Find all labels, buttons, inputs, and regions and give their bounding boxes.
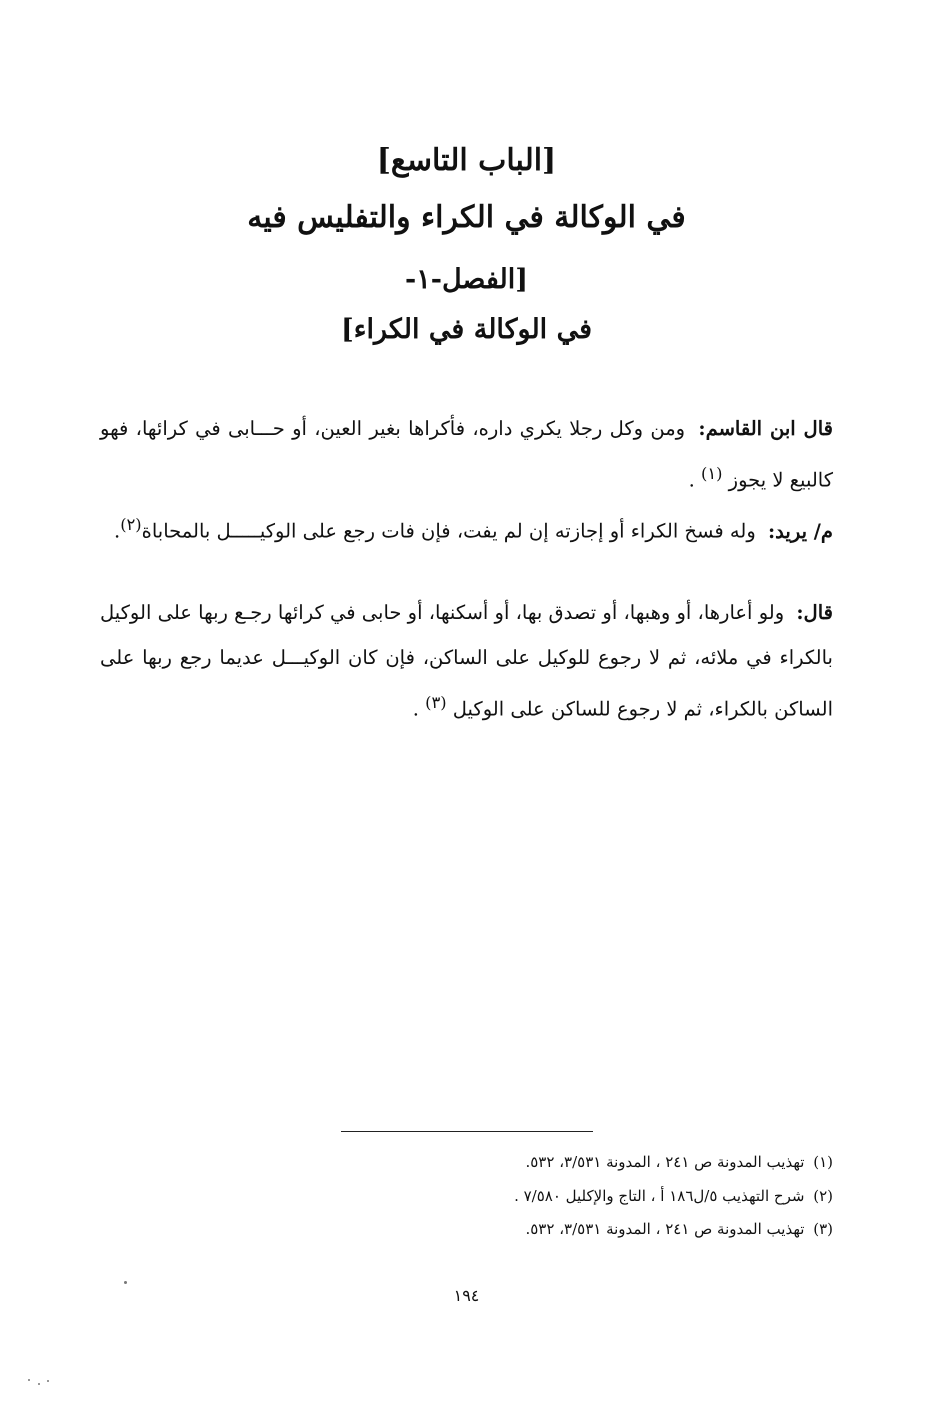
footnote-3 xyxy=(100,1219,833,1239)
footnote-2-number: (٢) xyxy=(813,1187,833,1205)
scan-speck xyxy=(38,1383,40,1385)
page-number: ١٩٤ xyxy=(453,1286,480,1305)
paragraph-3-end: . xyxy=(412,697,426,721)
section-heading: [الفصل-١- xyxy=(405,264,528,295)
footnote-ref-2: (٢) xyxy=(120,515,142,534)
paragraph-1-end: . xyxy=(688,468,702,492)
paragraph-2-text: وله فسخ الكراء أو إجازته إن لم يفت، فإن فات رجع على الوكيـــــل بالمحاباة xyxy=(141,519,756,543)
paragraph-2-lead: م/ يريد: xyxy=(767,519,833,543)
scan-speck xyxy=(28,1379,30,1381)
footnote-3-text: تهذيب المدونة ص ٢٤١ ، المدونة ٣/٥٣١، ٥٣٢. xyxy=(525,1220,805,1238)
chapter-heading: [الباب التاسع] xyxy=(376,143,557,178)
paragraph-3-text: ولو أعارها، أو وهبها، أو تصدق بها، أو أسكنها، أو حابى في كرائها رجـع ربها على الوكيل بالكراء في ملائه، ثم لا رجوع للوكيل على الساكن، فإن كان الوكيـــل عديما رجع ربها على الساكن بالكراء، ثم لا رجوع للساكن على الوكيل xyxy=(100,601,833,721)
footnote-ref-1: (١) xyxy=(701,464,723,483)
footnote-1-number: (١) xyxy=(813,1153,833,1171)
chapter-title: في الوكالة في الكراء والتفليس فيه xyxy=(247,200,686,235)
paragraph-3 xyxy=(100,590,833,732)
paragraph-1-lead: قال ابن القاسم: xyxy=(698,417,833,440)
footnote-1 xyxy=(100,1152,833,1172)
paragraph-1 xyxy=(100,406,833,503)
scan-speck xyxy=(124,1281,127,1284)
scan-speck xyxy=(47,1380,49,1382)
footnote-ref-3: (٣) xyxy=(425,693,447,712)
footnote-2-text: شرح التهذيب ٥/ل١٨٦ أ ، التاج والإكليل ٧/٥٨٠ . xyxy=(514,1187,805,1205)
paragraph-2-end: . xyxy=(113,519,121,543)
footnote-separator xyxy=(341,1131,593,1132)
footnote-3-number: (٣) xyxy=(813,1220,833,1238)
paragraph-3-lead: قال: xyxy=(796,601,833,624)
footnote-1-text: تهذيب المدونة ص ٢٤١ ، المدونة ٣/٥٣١، ٥٣٢. xyxy=(525,1153,805,1171)
paragraph-2 xyxy=(100,502,833,554)
footnote-2 xyxy=(100,1186,833,1206)
paragraph-1-text: ومن وكل رجلا يكري داره، فأكراها بغير العين، أو حـــابى في كرائها، فهو كالبيع لا يجوز xyxy=(100,417,833,492)
section-title: في الوكالة في الكراء] xyxy=(341,314,592,345)
